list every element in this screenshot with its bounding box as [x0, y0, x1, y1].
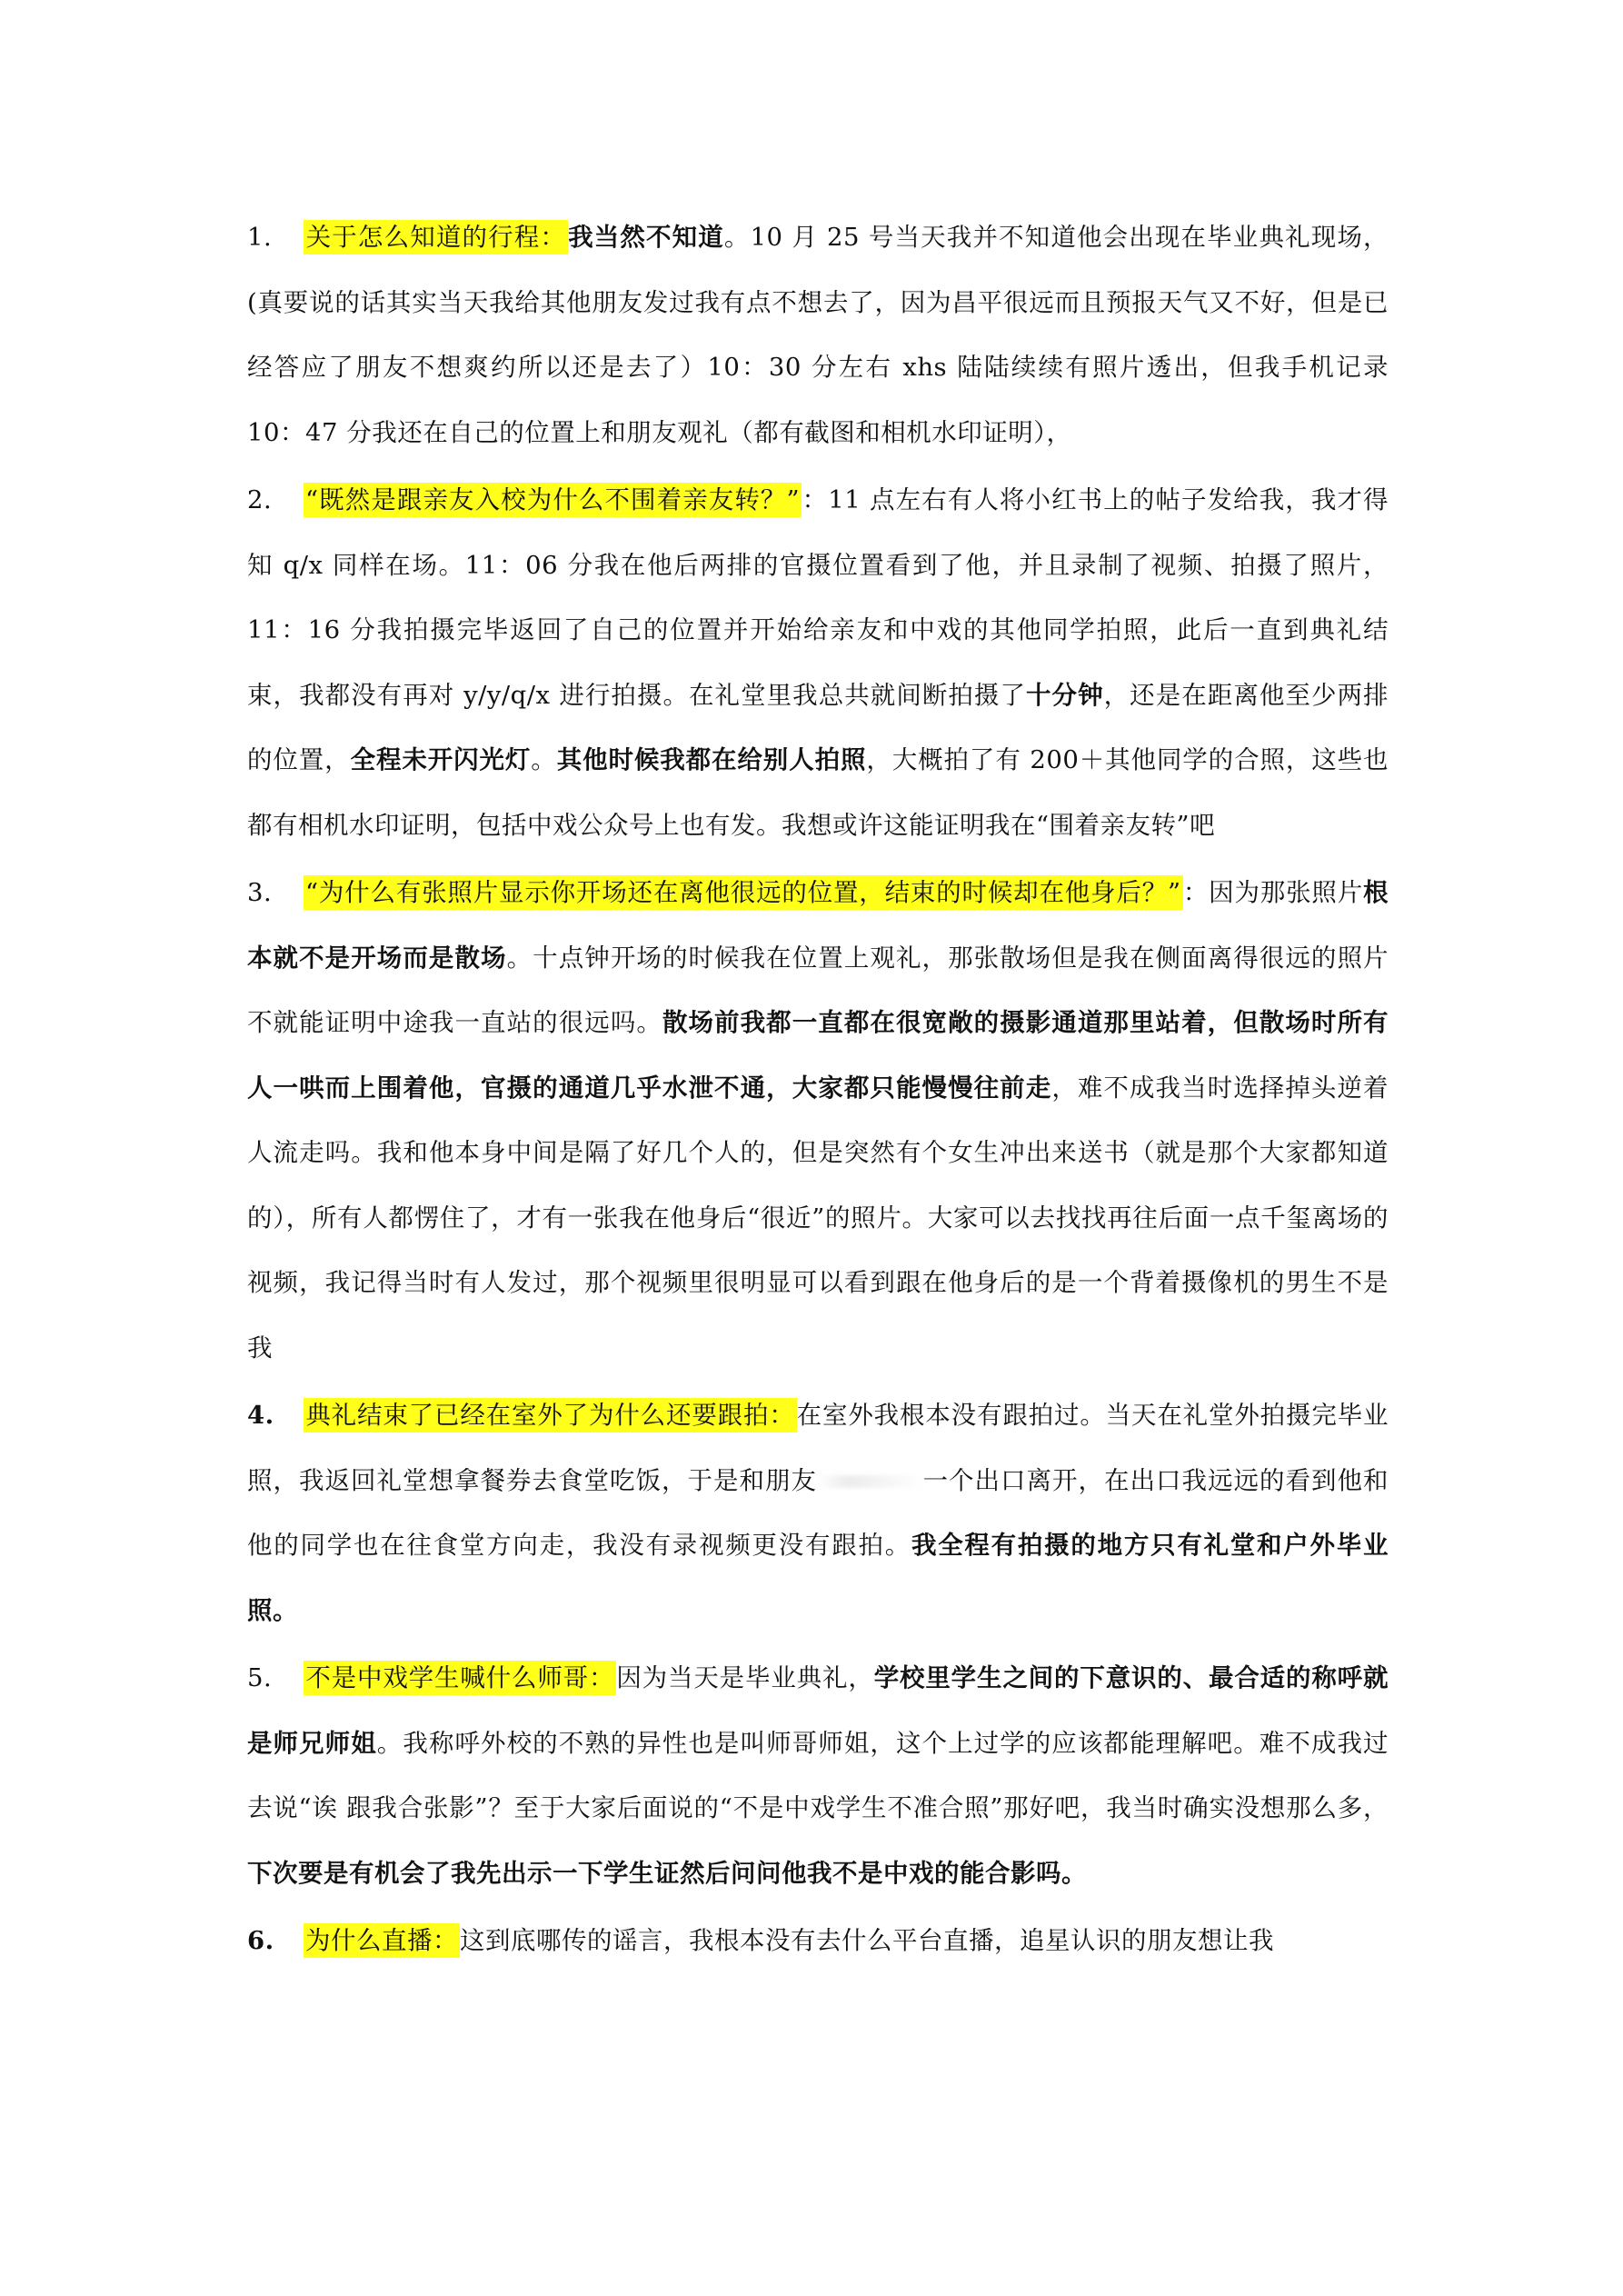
- redacted-blur: [817, 1475, 922, 1488]
- answer-text: 一个出口离开，在出口我远远的看到他和他的同学也在往食堂方向走，我没有录视频更没有跟拍。: [247, 1465, 1389, 1560]
- answer-text: ：11 点左右有人将小红书上的帖子发给我，我才得知 q/x 同样在场。11：06 分我在他后两排的官摄位置看到了他，并且录制了视频、拍摄了照片，11：16 分我拍摄完毕返回了自己的位置并开始给亲友和中戏的其他同学拍照，此后一直到典礼结束，我都没有再对 y/y/q/x 进行拍摄。在礼堂里我总共就间断拍摄了: [247, 485, 1389, 710]
- item-number: 2.: [247, 485, 273, 514]
- answer-text: 。10 月 25 号当天我并不知道他会出现在毕业典礼现场，(真要说的话其实当天我给其他朋友发过我有点不想去了，因为昌平很远而且预报天气又不好，但是已经答应了朋友不想爽约所以还是去了）10：30 分左右 xhs 陆陆续续有照片透出，但我手机记录 10：47 分我还在自己的位置上和朋友观礼（都有截图和相机水印证明），: [247, 223, 1389, 447]
- item-number: 6.: [247, 1926, 274, 1955]
- qa-item-3: [247, 861, 1389, 1381]
- item-number: 5.: [247, 1663, 273, 1692]
- answer-bold: 散场前我都一直都在很宽敞的摄影通道那里站着，但散场时所有人一哄而上围着他，官摄的通道几乎水泄不通，大家都只能慢慢往前走: [247, 1008, 1389, 1103]
- question-heading: “既然是跟亲友入校为什么不围着亲友转？”: [304, 483, 802, 517]
- answer-bold: 学校里学生之间的下意识的、最合适的称呼就是师兄师姐: [247, 1663, 1389, 1758]
- answer-bold: 十分钟: [1026, 680, 1104, 710]
- answer-text: 这到底哪传的谣言，我根本没有去什么平台直播，追星认识的朋友想让我: [460, 1926, 1274, 1955]
- answer-text: ：因为那张照片: [1182, 878, 1363, 907]
- answer-text: ，难不成我当时选择掉头逆着人流走吗。我和他本身中间是隔了好几个人的，但是突然有个女生冲出来送书（就是那个大家都知道的），所有人都愣住了，才有一张我在他身后“很近”的照片。大家可以去找找再往后面一点千玺离场的视频，我记得当时有人发过，那个视频里很明显可以看到跟在他身后的是一个背着摄像机的男生不是我: [247, 1073, 1389, 1363]
- answer-text: 。我称呼外校的不熟的异性也是叫师哥师姐，这个上过学的应该都能理解吧。难不成我过去说“诶 跟我合张影”？至于大家后面说的“不是中戏学生不准合照”那好吧，我当时确实没想那么多，: [247, 1728, 1389, 1822]
- question-heading: 关于怎么知道的行程：: [304, 220, 568, 255]
- question-heading: “为什么有张照片显示你开场还在离他很远的位置，结束的时候却在他身后？”: [304, 875, 1183, 910]
- qa-list: [247, 205, 1389, 1974]
- answer-text: 在室外我根本没有跟拍过。当天在礼堂外拍摄完毕业照，我返回礼堂想拿餐券去食堂吃饭，于是和朋友: [247, 1401, 1389, 1495]
- qa-item-1: [247, 205, 1389, 465]
- question-heading: 不是中戏学生喊什么师哥：: [304, 1661, 616, 1695]
- answer-text: ，还是在距离他至少两排的位置，: [247, 680, 1389, 774]
- answer-bold: 全程未开闪光灯: [350, 745, 532, 774]
- item-number: 4.: [247, 1401, 274, 1430]
- answer-bold: 我全程有拍摄的地方只有礼堂和户外毕业照。: [247, 1531, 1389, 1625]
- question-heading: 为什么直播：: [304, 1923, 460, 1958]
- answer-text: 。十点钟开场的时候我在位置上观礼，那张散场但是我在侧面离得很远的照片不就能证明中途我一直站的很远吗。: [247, 943, 1389, 1037]
- question-heading: 典礼结束了已经在室外了为什么还要跟拍：: [304, 1398, 797, 1433]
- answer-bold: 我当然不知道: [568, 223, 724, 252]
- item-number: 3.: [247, 878, 273, 907]
- answer-bold: 根本就不是开场而是散场: [247, 878, 1389, 973]
- answer-text: 。: [531, 745, 557, 774]
- answer-bold: 下次要是有机会了我先出示一下学生证然后问问他我不是中戏的能合影吗。: [247, 1858, 1087, 1888]
- answer-bold: 其他时候我都在给别人拍照: [556, 745, 867, 774]
- qa-item-4: [247, 1383, 1389, 1643]
- qa-item-2: [247, 468, 1389, 858]
- answer-text: ，大概拍了有 200＋其他同学的合照，这些也都有相机水印证明，包括中戏公众号上也有发。我想或许这能证明我在“围着亲友转”吧: [247, 745, 1389, 840]
- answer-text: 因为当天是毕业典礼，: [616, 1663, 874, 1692]
- item-number: 1.: [247, 223, 273, 252]
- qa-item-5: [247, 1646, 1389, 1906]
- qa-item-6: [247, 1909, 1389, 1974]
